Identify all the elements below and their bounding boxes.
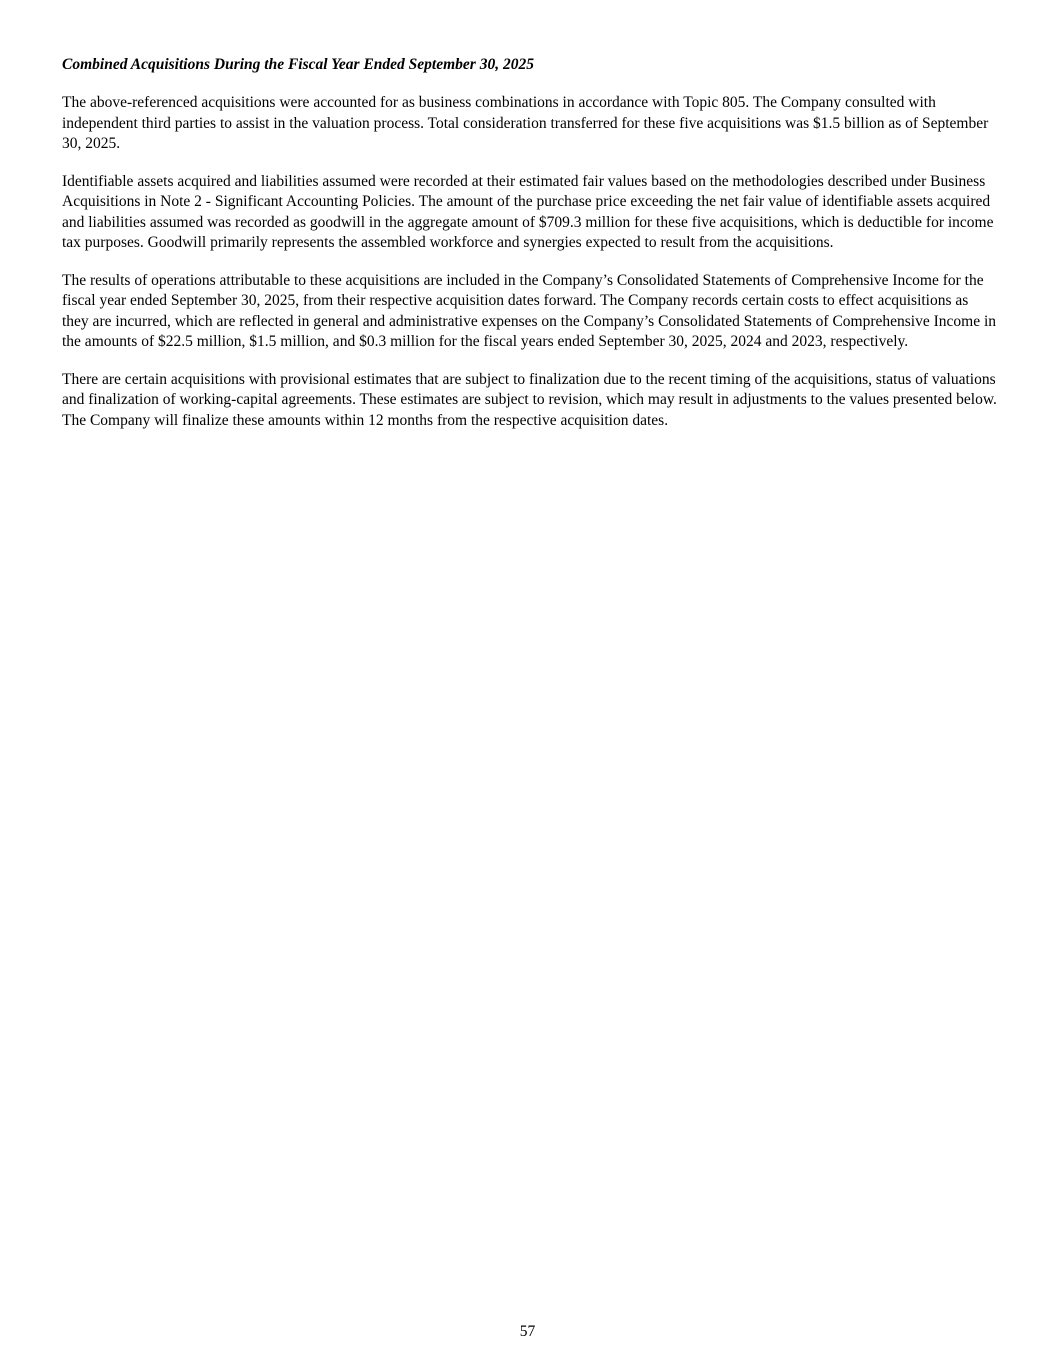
section-heading: Combined Acquisitions During the Fiscal Year Ended September 30, 2025 bbox=[62, 56, 534, 73]
paragraph-goodwill: Identifiable assets acquired and liabilities assumed were recorded at their estimated fair values based on the methodologies described under Business Acquisitions in Note 2 - Significant Accounting Policies. The amount of the purchase price exceeding the net fair value of identifiable assets acquired and liabilities assumed was recorded as goodwill in the aggregate amount of $709.3 million for these five acquisitions, which is deductible for income tax purposes. Goodwill primarily represents the assembled workforce and synergies expected to result from the acquisitions. bbox=[62, 172, 994, 251]
page-number: 57 bbox=[519, 1323, 536, 1340]
paragraph-results-of-operations: The results of operations attributable to these acquisitions are included in the Company’s Consolidated Statements of Comprehensive Income for the fiscal year ended September 30, 2025, from their respective acquisition dates forward. The Company records certain costs to effect acquisitions as they are incurred, which are reflected in general and administrative expenses on the Company’s Consolidated Statements of Comprehensive Income in the amounts of $22.5 million, $1.5 million, and $0.3 million for the fiscal years ended September 30, 2025, 2024 and 2023, respectively. bbox=[62, 271, 997, 350]
paragraph-provisional-estimates: There are certain acquisitions with provisional estimates that are subject to finalization due to the recent timing of the acquisitions, status of valuations and finalization of working-capital agreements. These estimates are subject to revision, which may result in adjustments to the values presented below. The Company will finalize these amounts within 12 months from the respective acquisition dates. bbox=[62, 370, 997, 429]
document-page bbox=[62, 55, 998, 448]
paragraph-consideration: The above-referenced acquisitions were accounted for as business combinations in accordance with Topic 805. The Company consulted with independent third parties to assist in the valuation process. Total consideration transferred for these five acquisitions was $1.5 billion as of September 30, 2025. bbox=[62, 94, 989, 152]
